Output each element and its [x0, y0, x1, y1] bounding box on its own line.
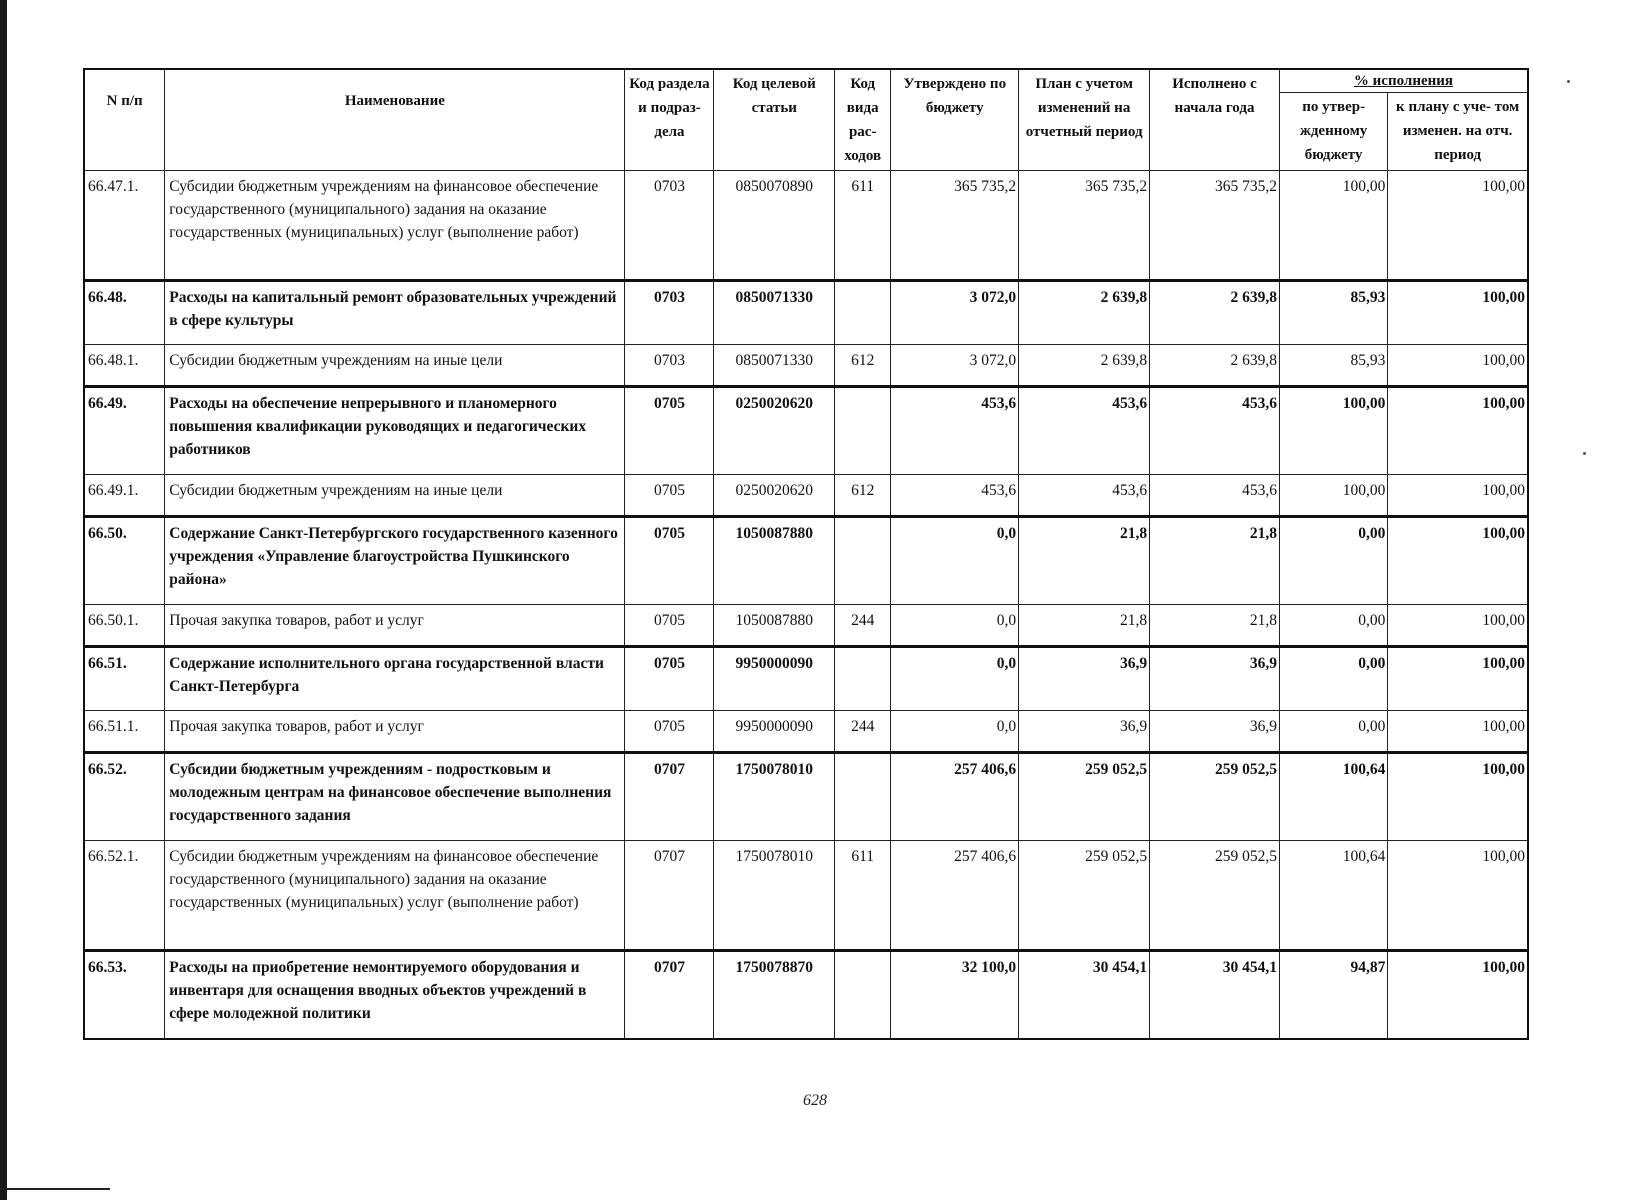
row-approved: 257 406,6	[891, 753, 1019, 841]
header-executed: Исполнено с начала года	[1150, 69, 1280, 171]
header-percent: % исполнения	[1279, 69, 1528, 93]
row-pct-plan: 100,00	[1388, 281, 1528, 345]
row-target-code: 0850070890	[714, 171, 835, 281]
row-approved: 257 406,6	[891, 841, 1019, 951]
row-pct-plan: 100,00	[1388, 605, 1528, 647]
row-plan: 21,8	[1019, 517, 1150, 605]
header-name: Наименование	[165, 69, 625, 171]
row-plan: 30 454,1	[1019, 951, 1150, 1039]
scan-speck	[1567, 80, 1570, 83]
table-row	[84, 517, 1528, 605]
row-number: 66.52.	[84, 753, 165, 841]
row-executed: 21,8	[1150, 517, 1280, 605]
header-target-code: Код целевой статьи	[714, 69, 835, 171]
row-name: Субсидии бюджетным учреждениям на финансовое обеспечение государственного (муниципального) задания на оказание государственных (муниципальных) услуг (выполнение работ)	[165, 841, 625, 951]
row-plan: 21,8	[1019, 605, 1150, 647]
row-executed: 21,8	[1150, 605, 1280, 647]
header-num: N п/п	[84, 69, 165, 171]
row-section-code: 0707	[625, 841, 714, 951]
header-plan: План с учетом изменений на отчетный период	[1019, 69, 1150, 171]
row-expense-code	[835, 387, 891, 475]
row-number: 66.48.1.	[84, 345, 165, 387]
row-number: 66.47.1.	[84, 171, 165, 281]
row-pct-budget: 100,00	[1279, 171, 1387, 281]
row-executed: 259 052,5	[1150, 841, 1280, 951]
row-section-code: 0707	[625, 951, 714, 1039]
row-executed: 2 639,8	[1150, 281, 1280, 345]
row-pct-budget: 94,87	[1279, 951, 1387, 1039]
row-approved: 0,0	[891, 711, 1019, 753]
row-pct-budget: 100,64	[1279, 841, 1387, 951]
table-row	[84, 475, 1528, 517]
row-approved: 453,6	[891, 475, 1019, 517]
row-plan: 259 052,5	[1019, 841, 1150, 951]
row-expense-code	[835, 517, 891, 605]
row-name: Субсидии бюджетным учреждениям - подростковым и молодежным центрам на финансовое обеспечение выполнения государственного задания	[165, 753, 625, 841]
row-plan: 453,6	[1019, 387, 1150, 475]
table-row	[84, 753, 1528, 841]
row-pct-plan: 100,00	[1388, 475, 1528, 517]
table-row	[84, 345, 1528, 387]
row-number: 66.52.1.	[84, 841, 165, 951]
row-pct-plan: 100,00	[1388, 647, 1528, 711]
row-name: Прочая закупка товаров, работ и услуг	[165, 711, 625, 753]
row-expense-code	[835, 647, 891, 711]
row-target-code: 1050087880	[714, 605, 835, 647]
table-row	[84, 605, 1528, 647]
row-expense-code: 612	[835, 475, 891, 517]
table-row	[84, 711, 1528, 753]
scan-bottom-line	[0, 1188, 110, 1190]
table-row	[84, 281, 1528, 345]
row-name: Субсидии бюджетным учреждениям на финансовое обеспечение государственного (муниципального) задания на оказание государственных (муниципальных) услуг (выполнение работ)	[165, 171, 625, 281]
row-pct-budget: 85,93	[1279, 345, 1387, 387]
row-number: 66.51.1.	[84, 711, 165, 753]
row-name: Прочая закупка товаров, работ и услуг	[165, 605, 625, 647]
row-target-code: 0250020620	[714, 387, 835, 475]
row-pct-budget: 100,00	[1279, 387, 1387, 475]
row-target-code: 1750078870	[714, 951, 835, 1039]
row-pct-budget: 0,00	[1279, 517, 1387, 605]
row-expense-code: 611	[835, 171, 891, 281]
row-number: 66.49.1.	[84, 475, 165, 517]
row-executed: 36,9	[1150, 647, 1280, 711]
scan-speck	[1583, 452, 1586, 455]
row-approved: 365 735,2	[891, 171, 1019, 281]
row-name: Содержание исполнительного органа государственной власти Санкт-Петербурга	[165, 647, 625, 711]
row-executed: 36,9	[1150, 711, 1280, 753]
row-section-code: 0705	[625, 387, 714, 475]
table-row	[84, 647, 1528, 711]
row-section-code: 0705	[625, 605, 714, 647]
budget-table-wrapper	[83, 68, 1529, 1040]
row-target-code: 9950000090	[714, 647, 835, 711]
row-pct-plan: 100,00	[1388, 841, 1528, 951]
row-approved: 3 072,0	[891, 281, 1019, 345]
row-number: 66.49.	[84, 387, 165, 475]
row-section-code: 0703	[625, 345, 714, 387]
row-number: 66.53.	[84, 951, 165, 1039]
row-section-code: 0705	[625, 647, 714, 711]
row-target-code: 1750078010	[714, 841, 835, 951]
row-pct-plan: 100,00	[1388, 345, 1528, 387]
row-target-code: 0850071330	[714, 281, 835, 345]
row-executed: 259 052,5	[1150, 753, 1280, 841]
row-pct-budget: 100,64	[1279, 753, 1387, 841]
row-number: 66.51.	[84, 647, 165, 711]
row-pct-plan: 100,00	[1388, 517, 1528, 605]
header-pct-budget: по утвер- жденному бюджету	[1279, 93, 1387, 171]
row-approved: 0,0	[891, 647, 1019, 711]
row-expense-code: 244	[835, 711, 891, 753]
row-pct-plan: 100,00	[1388, 753, 1528, 841]
table-row	[84, 387, 1528, 475]
row-pct-budget: 0,00	[1279, 711, 1387, 753]
row-pct-plan: 100,00	[1388, 711, 1528, 753]
header-approved: Утверждено по бюджету	[891, 69, 1019, 171]
row-approved: 453,6	[891, 387, 1019, 475]
row-number: 66.50.1.	[84, 605, 165, 647]
row-section-code: 0705	[625, 711, 714, 753]
table-header	[84, 69, 1528, 171]
table-row	[84, 951, 1528, 1039]
row-pct-budget: 100,00	[1279, 475, 1387, 517]
row-plan: 365 735,2	[1019, 171, 1150, 281]
row-plan: 259 052,5	[1019, 753, 1150, 841]
row-name: Субсидии бюджетным учреждениям на иные цели	[165, 345, 625, 387]
table-row	[84, 171, 1528, 281]
row-pct-plan: 100,00	[1388, 951, 1528, 1039]
row-pct-plan: 100,00	[1388, 171, 1528, 281]
row-name: Расходы на капитальный ремонт образовательных учреждений в сфере культуры	[165, 281, 625, 345]
row-executed: 453,6	[1150, 387, 1280, 475]
row-executed: 365 735,2	[1150, 171, 1280, 281]
scan-edge	[0, 0, 7, 1200]
row-target-code: 0850071330	[714, 345, 835, 387]
row-target-code: 1050087880	[714, 517, 835, 605]
row-pct-budget: 0,00	[1279, 605, 1387, 647]
row-approved: 3 072,0	[891, 345, 1019, 387]
header-section-code: Код раздела и подраз- дела	[625, 69, 714, 171]
row-pct-budget: 85,93	[1279, 281, 1387, 345]
row-number: 66.48.	[84, 281, 165, 345]
header-expense-code: Код вида рас- ходов	[835, 69, 891, 171]
table-body	[84, 171, 1528, 1039]
row-name: Расходы на приобретение немонтируемого оборудования и инвентаря для оснащения вводных объектов учреждений в сфере молодежной политики	[165, 951, 625, 1039]
row-target-code: 0250020620	[714, 475, 835, 517]
row-plan: 2 639,8	[1019, 281, 1150, 345]
header-pct-plan: к плану с уче- том изменен. на отч. период	[1388, 93, 1528, 171]
row-executed: 30 454,1	[1150, 951, 1280, 1039]
row-expense-code	[835, 951, 891, 1039]
row-target-code: 9950000090	[714, 711, 835, 753]
row-executed: 453,6	[1150, 475, 1280, 517]
row-section-code: 0703	[625, 171, 714, 281]
row-approved: 0,0	[891, 605, 1019, 647]
row-expense-code	[835, 281, 891, 345]
row-approved: 32 100,0	[891, 951, 1019, 1039]
row-name: Расходы на обеспечение непрерывного и планомерного повышения квалификации руководящих и педагогических работников	[165, 387, 625, 475]
row-section-code: 0705	[625, 517, 714, 605]
row-plan: 36,9	[1019, 711, 1150, 753]
row-expense-code: 244	[835, 605, 891, 647]
row-approved: 0,0	[891, 517, 1019, 605]
row-section-code: 0707	[625, 753, 714, 841]
row-plan: 2 639,8	[1019, 345, 1150, 387]
row-plan: 36,9	[1019, 647, 1150, 711]
row-pct-budget: 0,00	[1279, 647, 1387, 711]
row-section-code: 0705	[625, 475, 714, 517]
row-expense-code	[835, 753, 891, 841]
row-name: Субсидии бюджетным учреждениям на иные цели	[165, 475, 625, 517]
row-number: 66.50.	[84, 517, 165, 605]
row-executed: 2 639,8	[1150, 345, 1280, 387]
row-expense-code: 612	[835, 345, 891, 387]
budget-table	[83, 68, 1529, 1040]
table-row	[84, 841, 1528, 951]
row-name: Содержание Санкт-Петербургского государственного казенного учреждения «Управление благоустройства Пушкинского района»	[165, 517, 625, 605]
page-number: 628	[803, 1092, 827, 1109]
row-plan: 453,6	[1019, 475, 1150, 517]
row-expense-code: 611	[835, 841, 891, 951]
row-section-code: 0703	[625, 281, 714, 345]
row-target-code: 1750078010	[714, 753, 835, 841]
row-pct-plan: 100,00	[1388, 387, 1528, 475]
